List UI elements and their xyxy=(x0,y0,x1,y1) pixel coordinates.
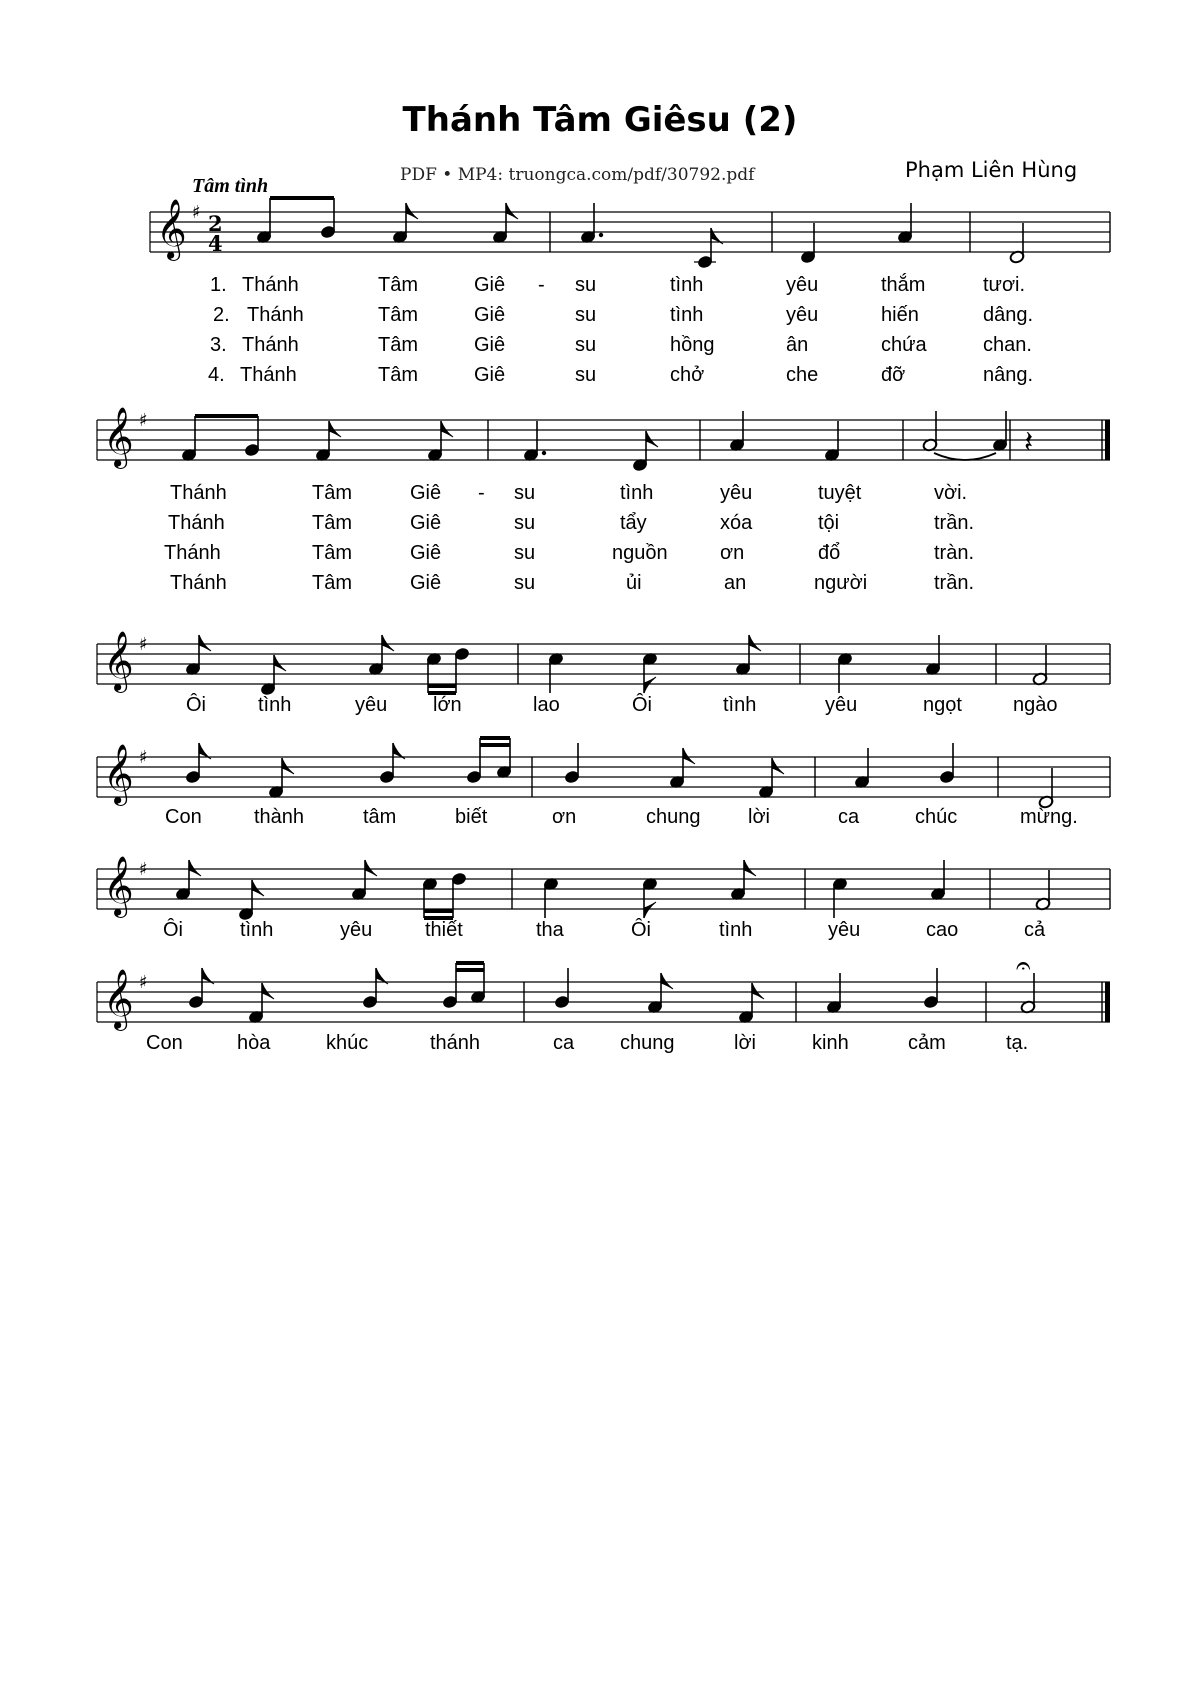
treble-clef: 𝄞 xyxy=(103,407,134,467)
lyric-syllable: yêu xyxy=(340,919,373,941)
time-signature-top: 2 xyxy=(208,211,223,236)
lyric-syllable: tình xyxy=(670,304,704,326)
lyric-syllable: nguồn xyxy=(612,542,668,564)
lyric-syllable: cao xyxy=(926,919,959,941)
lyric-syllable: thánh xyxy=(430,1032,481,1054)
note-flag xyxy=(772,758,784,774)
note-flag xyxy=(329,421,341,437)
lyric-syllable: đổ xyxy=(818,542,841,564)
lyric-syllable: Tâm xyxy=(378,304,418,326)
lyric-syllable: Thánh xyxy=(242,334,299,356)
lyric-syllable: - xyxy=(538,274,545,296)
lyric-syllable: khúc xyxy=(326,1032,369,1054)
lyric-syllable: Giê xyxy=(474,304,506,326)
tempo-marking: Tâm tình xyxy=(192,175,269,197)
final-barline-thick xyxy=(1105,420,1110,460)
lyric-syllable: Con xyxy=(165,806,202,828)
lyric-syllable: lớn xyxy=(433,694,462,716)
lyric-syllable: Thánh xyxy=(247,304,304,326)
tie xyxy=(934,453,996,460)
final-barline-thick xyxy=(1105,982,1110,1022)
note-flag xyxy=(661,973,673,989)
quarter-rest: 𝄽 xyxy=(1024,425,1034,460)
note-flag xyxy=(406,203,418,219)
lyric-syllable: 2. xyxy=(213,304,230,326)
lyric-syllable: tâm xyxy=(363,806,397,828)
lyric-syllable: lời xyxy=(748,806,771,828)
lyric-syllable: 1. xyxy=(210,274,227,296)
lyric-syllable: hồng xyxy=(670,334,715,356)
key-sharp: ♯ xyxy=(139,634,148,655)
lyric-syllable: Giê xyxy=(410,542,442,564)
lyric-syllable: yêu xyxy=(828,919,861,941)
key-sharp: ♯ xyxy=(139,859,148,880)
lyric-syllable: ca xyxy=(553,1032,575,1054)
note-flag xyxy=(644,902,656,918)
key-sharp: ♯ xyxy=(139,410,148,431)
treble-clef: 𝄞 xyxy=(156,199,187,259)
lyric-syllable: chung xyxy=(620,1032,675,1054)
lyric-syllable: tràn. xyxy=(934,542,975,564)
lyric-syllable: tình xyxy=(240,919,274,941)
lyric-syllable: tình xyxy=(620,482,654,504)
key-sharp: ♯ xyxy=(192,202,201,223)
lyric-syllable: thành xyxy=(254,806,305,828)
lyric-syllable: tình xyxy=(719,919,753,941)
lyric-syllable: yêu xyxy=(720,482,753,504)
lyric-syllable: chung xyxy=(646,806,701,828)
lyric-syllable: hòa xyxy=(237,1032,271,1054)
note-flag xyxy=(199,635,211,651)
lyric-syllable: cả xyxy=(1024,919,1046,941)
lyric-syllable: Ôi xyxy=(163,919,183,941)
note-flag xyxy=(189,860,201,876)
note-flag xyxy=(262,983,274,999)
note-flag xyxy=(274,655,286,671)
note-flag xyxy=(365,860,377,876)
lyric-syllable: Giê xyxy=(474,274,506,296)
lyric-syllable: su xyxy=(575,364,597,386)
note-flag xyxy=(749,635,761,651)
lyric-syllable: su xyxy=(514,482,536,504)
lyric-syllable: nâng. xyxy=(983,364,1034,386)
lyric-syllable: ngào xyxy=(1013,694,1058,716)
lyric-syllable: lao xyxy=(533,694,560,716)
lyric-syllable: thắm xyxy=(881,274,926,296)
note-flag xyxy=(752,983,764,999)
lyric-syllable: tha xyxy=(536,919,564,941)
lyric-syllable: che xyxy=(786,364,819,386)
fermata: 𝄐 xyxy=(1016,951,1031,981)
composer-name: Phạm Liên Hùng xyxy=(905,158,1078,182)
lyric-syllable: ca xyxy=(838,806,860,828)
lyric-syllable: Con xyxy=(146,1032,183,1054)
lyric-syllable: 4. xyxy=(208,364,225,386)
lyric-syllable: Giê xyxy=(410,572,442,594)
note-flag xyxy=(644,677,656,693)
lyric-syllable: su xyxy=(575,274,597,296)
lyric-syllable: chứa xyxy=(881,334,927,356)
lyric-syllable: ân xyxy=(786,334,809,356)
lyric-syllable: Tâm xyxy=(378,364,418,386)
lyric-syllable: yêu xyxy=(825,694,858,716)
lyric-syllable: kinh xyxy=(812,1032,849,1054)
lyric-syllable: tình xyxy=(670,274,704,296)
lyric-syllable: Tâm xyxy=(312,512,352,534)
lyric-syllable: biết xyxy=(455,806,488,828)
lyric-syllable: su xyxy=(514,512,536,534)
lyric-syllable: Thánh xyxy=(170,572,227,594)
lyric-syllable: thiết xyxy=(425,919,463,941)
note-dot xyxy=(542,451,546,455)
lyric-syllable: Thánh xyxy=(242,274,299,296)
lyric-syllable: su xyxy=(514,542,536,564)
note-flag xyxy=(683,748,695,764)
lyric-syllable: Thánh xyxy=(240,364,297,386)
lyric-syllable: Ôi xyxy=(186,694,206,716)
lyric-syllable: người xyxy=(814,572,868,594)
lyric-syllable: Giê xyxy=(410,482,442,504)
treble-clef: 𝄞 xyxy=(103,744,134,804)
treble-clef: 𝄞 xyxy=(103,969,134,1029)
lyric-syllable: tình xyxy=(258,694,292,716)
lyric-syllable: Tâm xyxy=(378,274,418,296)
lyric-syllable: Giê xyxy=(474,334,506,356)
lyric-syllable: vời. xyxy=(934,482,968,504)
lyric-syllable: su xyxy=(575,304,597,326)
lyric-syllable: ngọt xyxy=(923,694,962,716)
note-flag xyxy=(382,635,394,651)
lyric-syllable: su xyxy=(575,334,597,356)
lyric-syllable: tội xyxy=(818,512,840,534)
lyric-syllable: trần. xyxy=(934,572,975,594)
lyric-syllable: Giê xyxy=(474,364,506,386)
lyric-syllable: su xyxy=(514,572,536,594)
lyric-syllable: 3. xyxy=(210,334,227,356)
lyric-syllable: tạ. xyxy=(1006,1032,1029,1054)
note-flag xyxy=(252,880,264,896)
lyric-syllable: an xyxy=(724,572,747,594)
note-flag xyxy=(441,421,453,437)
lyric-syllable: Tâm xyxy=(312,572,352,594)
lyric-syllable: hiến xyxy=(881,304,919,326)
lyric-syllable: mừng. xyxy=(1020,806,1078,828)
lyric-syllable: Tâm xyxy=(378,334,418,356)
lyric-syllable: Thánh xyxy=(170,482,227,504)
key-sharp: ♯ xyxy=(139,747,148,768)
time-signature-bottom: 4 xyxy=(208,231,223,256)
song-title: Thánh Tâm Giêsu (2) xyxy=(402,100,798,140)
lyric-syllable: lời xyxy=(734,1032,757,1054)
note-flag xyxy=(282,758,294,774)
lyric-syllable: yêu xyxy=(786,304,819,326)
key-sharp: ♯ xyxy=(139,972,148,993)
lyric-syllable: đỡ xyxy=(881,364,906,386)
lyric-syllable: yêu xyxy=(786,274,819,296)
treble-clef: 𝄞 xyxy=(103,856,134,916)
lyric-syllable: Tâm xyxy=(312,542,352,564)
lyric-syllable: yêu xyxy=(355,694,388,716)
lyric-syllable: chúc xyxy=(915,806,958,828)
lyric-syllable: - xyxy=(478,482,485,504)
lyric-syllable: tình xyxy=(723,694,757,716)
lyric-syllable: Thánh xyxy=(164,542,221,564)
source-link[interactable]: PDF • MP4: truongca.com/pdf/30792.pdf xyxy=(400,165,755,185)
lyric-syllable: Thánh xyxy=(168,512,225,534)
lyric-syllable: ủi xyxy=(626,572,642,594)
lyric-syllable: Tâm xyxy=(312,482,352,504)
lyric-syllable: chan. xyxy=(983,334,1032,356)
note-flag xyxy=(506,203,518,219)
lyric-syllable: cảm xyxy=(908,1032,946,1054)
lyric-syllable: ơn xyxy=(720,542,745,564)
lyric-syllable: dâng. xyxy=(983,304,1034,326)
lyric-syllable: xóa xyxy=(720,512,753,534)
note-flag xyxy=(744,860,756,876)
lyric-syllable: tẩy xyxy=(620,512,647,534)
lyric-syllable: trần. xyxy=(934,512,975,534)
lyric-syllable: tươi. xyxy=(983,274,1026,296)
treble-clef: 𝄞 xyxy=(103,631,134,691)
lyric-syllable: ơn xyxy=(552,806,577,828)
lyric-syllable: chở xyxy=(670,364,705,386)
lyric-syllable: Giê xyxy=(410,512,442,534)
lyric-syllable: Ôi xyxy=(631,919,651,941)
note-flag xyxy=(646,431,658,447)
note-dot xyxy=(599,233,603,237)
lyric-syllable: Ôi xyxy=(632,694,652,716)
lyric-syllable: tuyệt xyxy=(818,482,862,504)
